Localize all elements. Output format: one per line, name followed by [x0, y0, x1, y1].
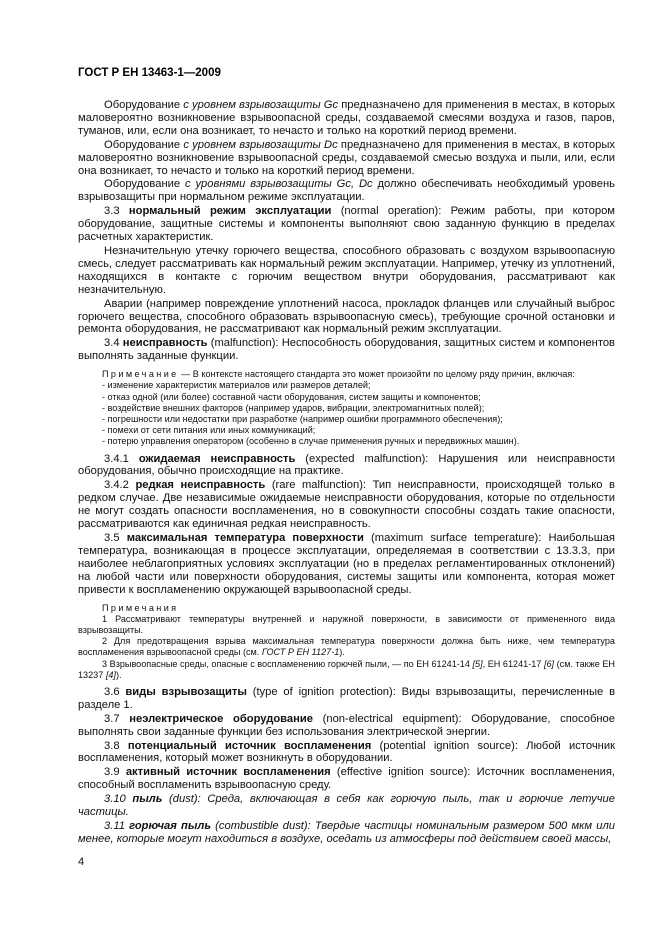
- section-number: 3.6: [104, 685, 120, 698]
- text: 3 Взрывоопасные среды, опасные с воспламенению горючей пыли, — по ЕН 61241-14: [102, 658, 473, 669]
- text: Оборудование: [104, 138, 184, 151]
- document-header: ГОСТ Р ЕН 13463-1—2009: [78, 67, 221, 79]
- definition: (effective ignition source): Источник воспламенения, способный воспламенить взрывоопасную среду.: [78, 766, 616, 792]
- section-3-6: [78, 686, 615, 712]
- section-3-11: [78, 820, 615, 846]
- definition: (type of ignition protection): Виды взрывозащиты, перечисленные в разделе 1.: [78, 685, 616, 711]
- note-list-item: - воздействие внешних факторов (например ударов, вибрации, электромагнитных полей);: [102, 402, 485, 413]
- text-italic: с уровнем взрывозащиты Gc: [183, 99, 339, 111]
- text: (см. также ЕН 13237: [78, 658, 616, 680]
- reference: [4]: [105, 669, 116, 680]
- text: Оборудование: [104, 178, 185, 191]
- term: максимальная температура поверхности: [126, 531, 364, 544]
- text: 2 Для предотвращения взрыва максимальная температура поверхности должна быть ниже, чем температура воспламенения взрывоопасной среды (см.: [78, 636, 615, 658]
- text: предназначено для применения в местах, в которых маловероятно возникновение взрывоопасной среды, создаваемой смесями воздуха и газов, паров, туманов, или, если она возникает, то нечасто и только на короткий период времени.: [78, 99, 615, 137]
- text: ).: [115, 669, 122, 680]
- note-2: [78, 636, 615, 658]
- document-body: [78, 99, 615, 847]
- definition: (potential ignition source): Любой источник воспламенения, который может возникнуть в оборудовании.: [78, 739, 616, 765]
- note-1: 1 Рассматривают температуры внутренней и наружной поверхности, в зависимости от примененного вида взрывозащиты.: [78, 613, 615, 635]
- text: предназначено для применения в местах, в которых маловероятно возникновение взрывоопасной среды, создаваемой смесью воздуха и пыли, или, если она возникает, то нечасто и только на короткий период времени.: [78, 138, 615, 177]
- paragraph-leak: Незначительную утечку горючего вещества, способного образовать с воздухом взрывоопасную смесь, следует рассматривать как нормальный режим эксплуатации. Например, утечку из уплотнений, находящихся в контакте с горючим веществом внутри оборудования, рассматривают как незначительную.: [78, 244, 615, 296]
- definition: (maximum surface temperature): Наибольшая температура, возникающая в процессе эксплуатации, определяемая в соответствии с 13.3.3, при наиболее неблагоприятных условиях эксплуатации (но в пределах регламентированных отклонений) на любой части или поверхности оборудования, системы защиты или компонента, которая может привести к воспламенению окружающей взрывоопасной среды.: [78, 531, 615, 596]
- page-number: 4: [78, 856, 85, 868]
- definition: (non-electrical equipment): Оборудование, способное выполнять свои заданные функции без использования электрической энергии.: [78, 712, 615, 738]
- definition: (malfunction): Неспособность оборудования, защитных систем и компонентов выполнять заданные функции.: [78, 337, 615, 363]
- note-list-item: - потерю управления оператором (особенно в случае применения ручных и передвижных машин).: [102, 436, 520, 447]
- section-3-4-2: [78, 479, 615, 531]
- section-number: 3.8: [104, 739, 120, 752]
- section-number: 3.7: [104, 712, 120, 725]
- section-3-9: [78, 766, 615, 792]
- term: ожидаемая неисправность: [138, 452, 296, 465]
- section-number: 3.10: [104, 793, 126, 806]
- reference: ГОСТ Р ЕН 1127-1: [261, 647, 340, 658]
- text-italic: с уровнями взрывозащиты Gc, Dc: [184, 178, 373, 191]
- note-label: Примечание: [102, 369, 179, 380]
- paragraph-accidents: Аварии (например повреждение уплотнений насоса, прокладок фланцев или случайный выброс горючего вещества, способного образовать взрывоопасную смесь), требующие срочной остановки и ремонта оборудования, не рассматривают как нормальный режим эксплуатации.: [78, 297, 615, 336]
- text: Оборудование: [104, 99, 184, 111]
- paragraph-gc-dc: [78, 178, 615, 204]
- text-italic: с уровнем взрывозащиты Dc: [183, 138, 338, 151]
- term: активный источник воспламенения: [125, 766, 331, 779]
- definition: (rare malfunction): Тип неисправности, происходящей только в редком случае. Две независимые ожидаемые неисправности оборудования, которые по отдельности не могут создать опасности воспламенения, но в совокупности способны создать такие опасности, рассматриваются как единичная редкая неисправность.: [78, 479, 615, 531]
- section-number: 3.11: [104, 820, 125, 832]
- section-number: 3.4.2: [104, 479, 129, 492]
- term: пыль: [132, 793, 163, 806]
- section-3-5: [78, 532, 615, 597]
- section-number: 3.4: [104, 337, 120, 350]
- section-3-10: [78, 793, 615, 819]
- text: ).: [339, 647, 345, 658]
- text: , ЕН 61241-17: [482, 658, 544, 669]
- section-number: 3.4.1: [104, 452, 129, 465]
- definition: (normal operation): Режим работы, при котором оборудование, защитные системы и компоненты выполняют свою заданную функцию в пределах расчетных характеристик.: [78, 205, 616, 244]
- term: неисправность: [122, 337, 208, 350]
- notes-label-line: [78, 603, 615, 614]
- definition: (expected malfunction): Нарушения или неисправности оборудования, обычно происходящие на практике.: [78, 452, 616, 478]
- section-3-4: [78, 337, 615, 363]
- section-3-4-1: [78, 453, 615, 479]
- reference: [6]: [543, 658, 555, 669]
- text: должно обеспечивать необходимый уровень взрывозащиты при нормальном режиме эксплуатации.: [78, 178, 615, 204]
- term: горючая пыль: [129, 820, 211, 832]
- term: редкая неисправность: [135, 479, 266, 492]
- note-list-item: - погрешности или недостатки при разработке (например ошибки программного обеспечения);: [102, 413, 503, 424]
- note-list-item: - отказ одной (или более) составной части оборудования, систем защиты и компонентов;: [102, 391, 481, 402]
- note-intro: [78, 369, 615, 380]
- term: неэлектрическое оборудование: [129, 712, 313, 725]
- term: виды взрывозащиты: [125, 685, 247, 698]
- section-3-3: [78, 205, 615, 244]
- section-3-7: [78, 713, 615, 739]
- note-malfunction: [78, 369, 615, 447]
- notes-label: Примечания: [102, 602, 179, 613]
- note-text: — В контексте настоящего стандарта это может произойти по целому ряду причин, включая:: [178, 369, 575, 380]
- section-number: 3.9: [104, 766, 120, 779]
- reference: [5]: [472, 658, 483, 669]
- paragraph-dc: [78, 139, 615, 178]
- section-number: 3.5: [104, 531, 120, 544]
- paragraph-gc: [78, 99, 615, 138]
- note-list-item: - изменение характеристик материалов или размеров деталей;: [102, 380, 371, 391]
- term: потенциальный источник воспламенения: [127, 739, 372, 752]
- section-number: 3.3: [104, 205, 120, 218]
- notes-surface-temperature: [78, 603, 615, 681]
- definition: (dust): Среда, включающая в себя как горючую пыль, так и горючие летучие частицы.: [78, 793, 615, 819]
- term: нормальный режим эксплуатации: [128, 205, 332, 218]
- note-3: [78, 659, 615, 681]
- section-3-8: [78, 740, 615, 766]
- note-list-item: - помехи от сети питания или иных коммуникаций;: [102, 425, 316, 436]
- definition: (combustible dust): Твердые частицы номинальным размером 500 мкм или менее, которые могут находиться в воздухе, оседать из атмосферы под действием своей массы,: [78, 820, 616, 845]
